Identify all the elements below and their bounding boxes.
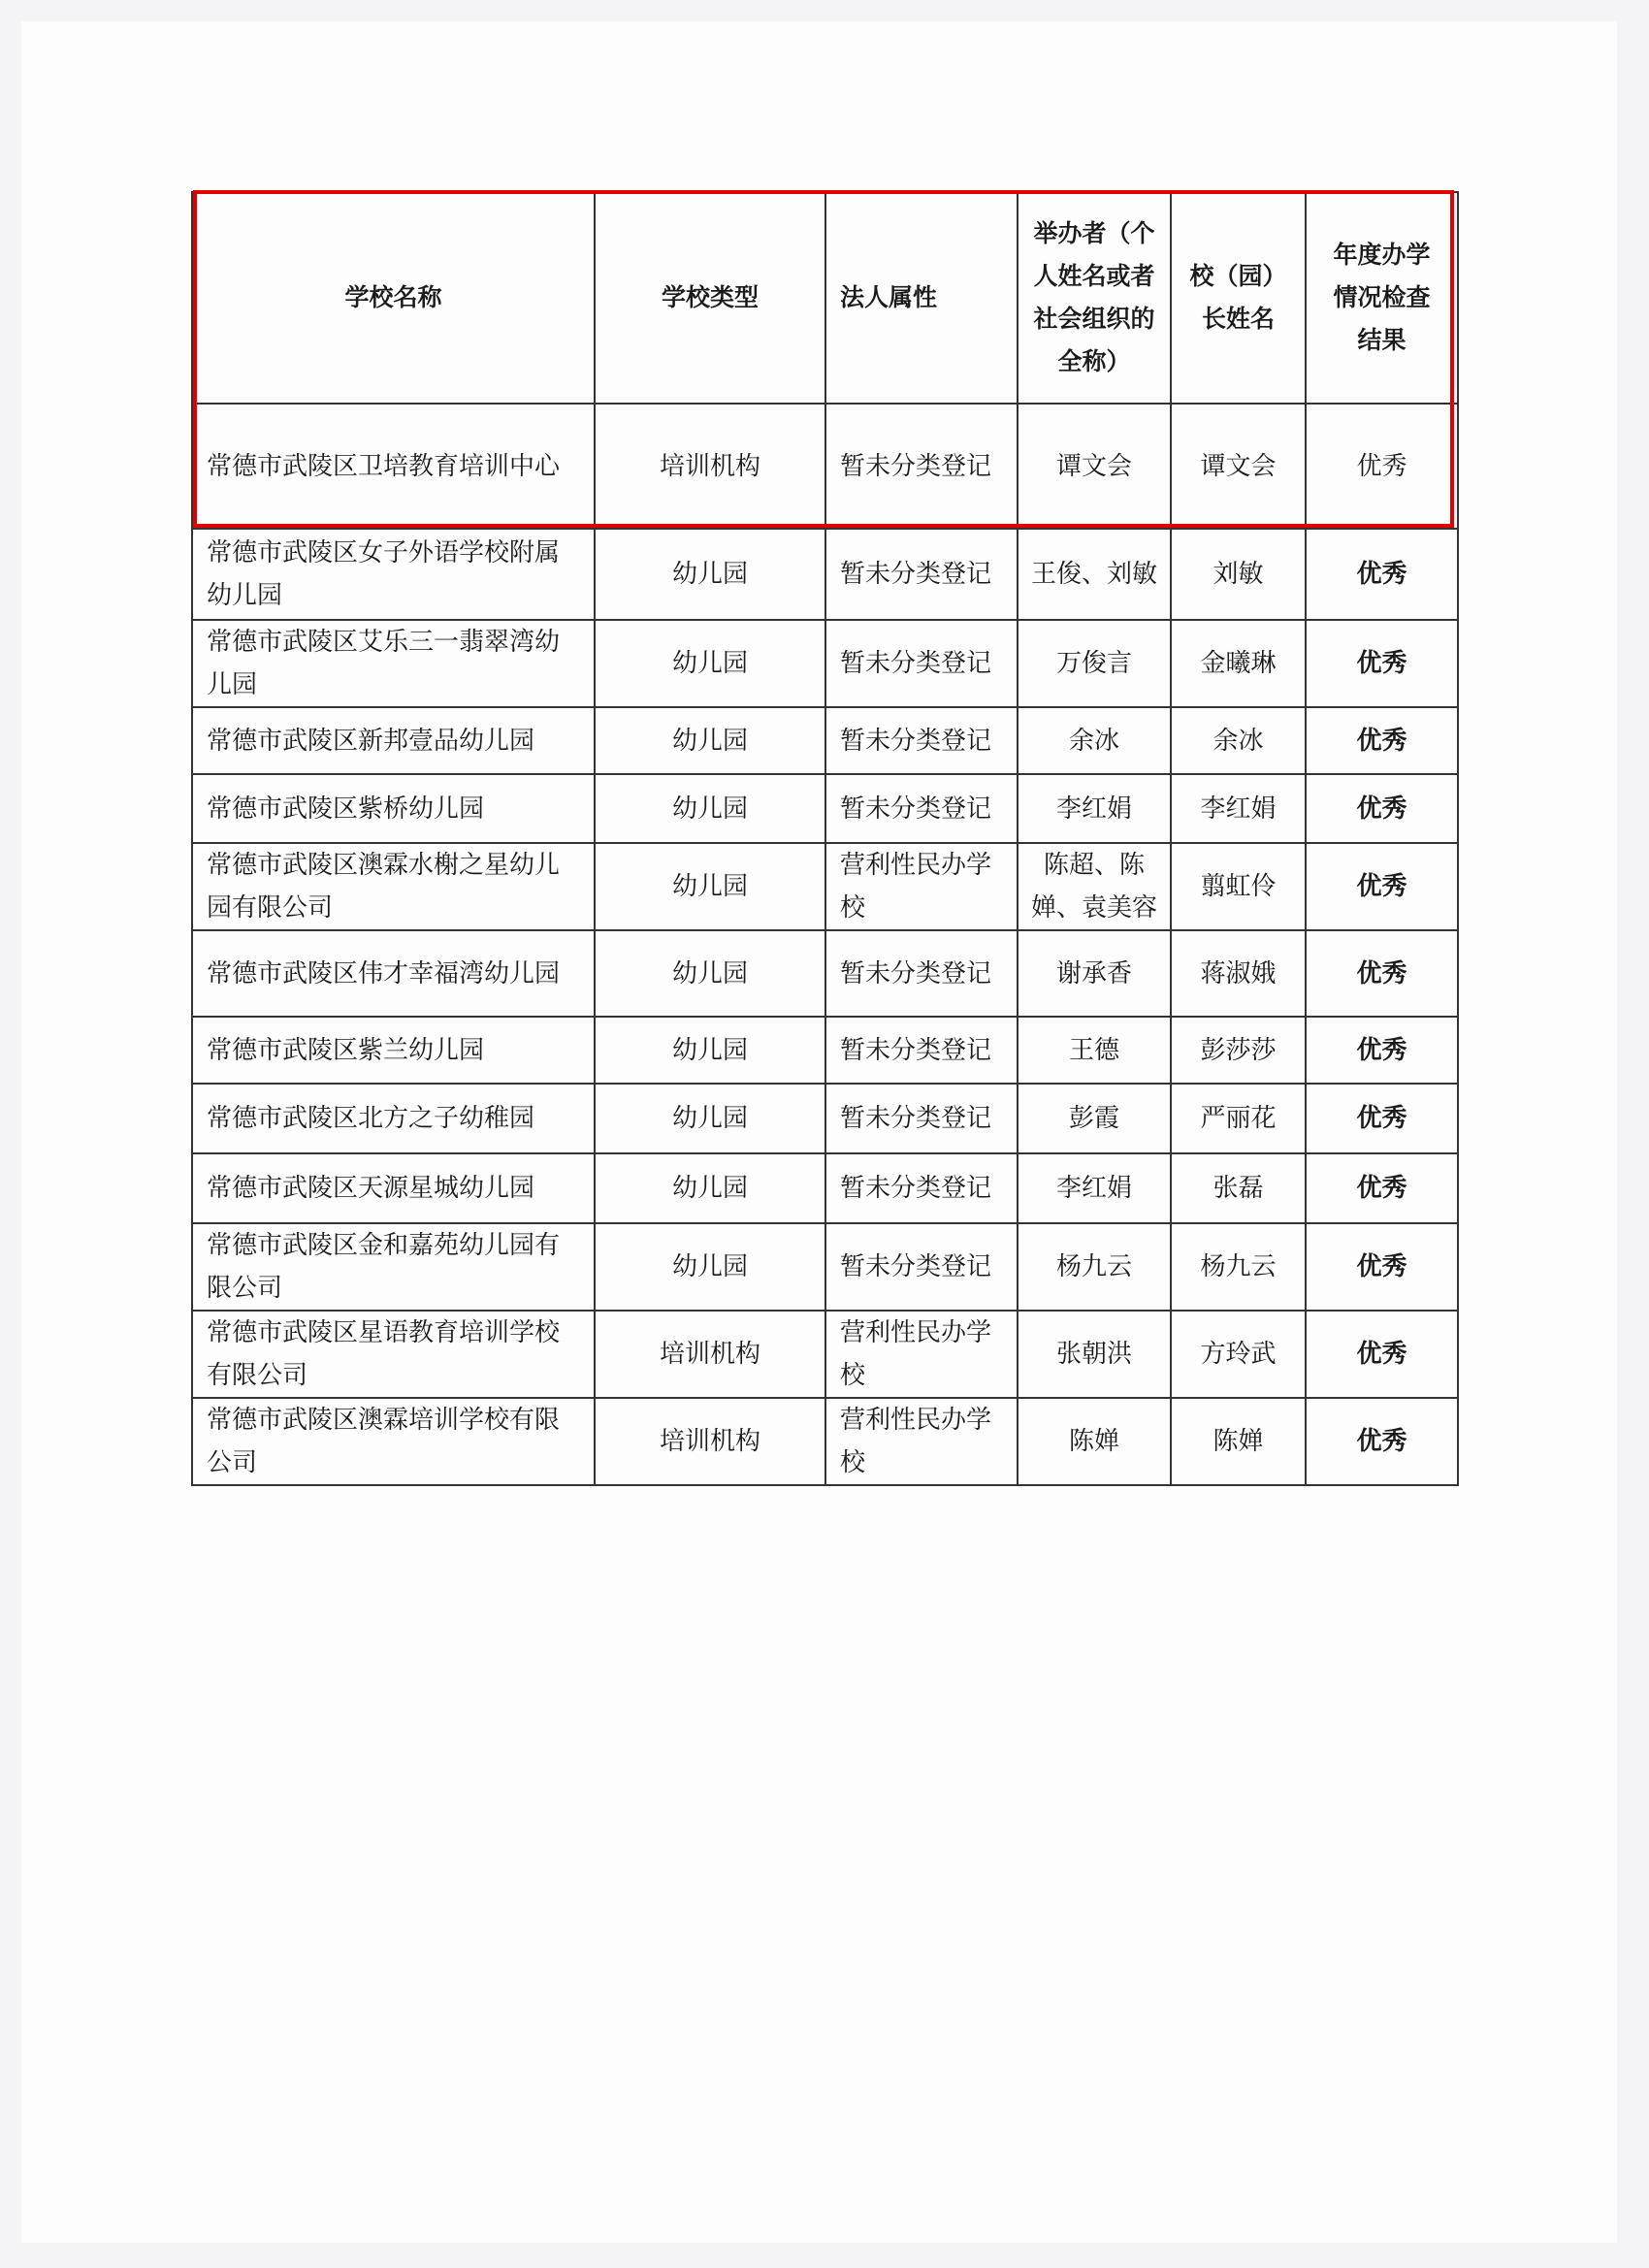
- school-name-cell: 常德市武陵区澳霖培训学校有限公司: [192, 1398, 595, 1485]
- principal-cell: 李红娟: [1171, 774, 1306, 843]
- inspection-result-cell: 优秀: [1306, 1223, 1458, 1311]
- table-row: [192, 620, 1458, 707]
- legal-attribute-cell: 暂未分类登记: [825, 529, 1018, 620]
- school-name-cell: 常德市武陵区伟才幸福湾幼儿园: [192, 930, 595, 1017]
- school-type-cell: 幼儿园: [595, 1084, 825, 1153]
- table-row: [192, 529, 1458, 620]
- inspection-result-cell: 优秀: [1306, 1084, 1458, 1153]
- sponsor-cell: 彭霞: [1018, 1084, 1171, 1153]
- table-row: [192, 930, 1458, 1017]
- principal-cell: 翦虹伶: [1171, 843, 1306, 930]
- principal-cell: 张磊: [1171, 1153, 1306, 1223]
- table-row: [192, 774, 1458, 843]
- inspection-result-cell: 优秀: [1306, 930, 1458, 1017]
- school-type-cell: 幼儿园: [595, 529, 825, 620]
- header-school-type: 学校类型: [595, 192, 825, 404]
- inspection-result-cell: 优秀: [1306, 843, 1458, 930]
- header-inspection-result: 年度办学情况检查结果: [1306, 192, 1458, 404]
- header-sponsor: 举办者（个人姓名或者社会组织的全称）: [1018, 192, 1171, 404]
- sponsor-cell: 王俊、刘敏: [1018, 529, 1171, 620]
- sponsor-cell: 余冰: [1018, 707, 1171, 774]
- principal-cell: 谭文会: [1171, 404, 1306, 529]
- table-row: [192, 843, 1458, 930]
- school-name-cell: 常德市武陵区星语教育培训学校有限公司: [192, 1311, 595, 1398]
- principal-cell: 余冰: [1171, 707, 1306, 774]
- header-principal: 校（园）长姓名: [1171, 192, 1306, 404]
- sponsor-cell: 李红娟: [1018, 774, 1171, 843]
- principal-cell: 严丽花: [1171, 1084, 1306, 1153]
- table-row: [192, 1084, 1458, 1153]
- sponsor-cell: 谭文会: [1018, 404, 1171, 529]
- school-type-cell: 幼儿园: [595, 774, 825, 843]
- principal-cell: 刘敏: [1171, 529, 1306, 620]
- school-name-cell: 常德市武陵区紫兰幼儿园: [192, 1017, 595, 1084]
- inspection-result-cell: 优秀: [1306, 774, 1458, 843]
- principal-cell: 金曦琳: [1171, 620, 1306, 707]
- legal-attribute-cell: 暂未分类登记: [825, 1017, 1018, 1084]
- school-type-cell: 培训机构: [595, 1311, 825, 1398]
- school-name-cell: 常德市武陵区金和嘉苑幼儿园有限公司: [192, 1223, 595, 1311]
- table-row: [192, 404, 1458, 529]
- school-name-cell: 常德市武陵区新邦壹品幼儿园: [192, 707, 595, 774]
- sponsor-cell: 谢承香: [1018, 930, 1171, 1017]
- school-name-cell: 常德市武陵区艾乐三一翡翠湾幼儿园: [192, 620, 595, 707]
- school-type-cell: 幼儿园: [595, 1223, 825, 1311]
- school-type-cell: 幼儿园: [595, 930, 825, 1017]
- school-type-cell: 幼儿园: [595, 843, 825, 930]
- sponsor-cell: 李红娟: [1018, 1153, 1171, 1223]
- inspection-result-cell: 优秀: [1306, 1311, 1458, 1398]
- inspection-result-cell: 优秀: [1306, 707, 1458, 774]
- table-row: [192, 1017, 1458, 1084]
- header-school-name: 学校名称: [192, 192, 595, 404]
- sponsor-cell: 陈超、陈婵、袁美容: [1018, 843, 1171, 930]
- principal-cell: 陈婵: [1171, 1398, 1306, 1485]
- school-name-cell: 常德市武陵区卫培教育培训中心: [192, 404, 595, 529]
- table-row: [192, 1223, 1458, 1311]
- table-row: [192, 707, 1458, 774]
- legal-attribute-cell: 暂未分类登记: [825, 1153, 1018, 1223]
- legal-attribute-cell: 暂未分类登记: [825, 620, 1018, 707]
- school-type-cell: 培训机构: [595, 404, 825, 529]
- principal-cell: 蒋淑娥: [1171, 930, 1306, 1017]
- principal-cell: 彭莎莎: [1171, 1017, 1306, 1084]
- inspection-result-cell: 优秀: [1306, 1398, 1458, 1485]
- table-row: [192, 1311, 1458, 1398]
- legal-attribute-cell: 营利性民办学校: [825, 843, 1018, 930]
- sponsor-cell: 王德: [1018, 1017, 1171, 1084]
- school-name-cell: 常德市武陵区澳霖水榭之星幼儿园有限公司: [192, 843, 595, 930]
- legal-attribute-cell: 暂未分类登记: [825, 1084, 1018, 1153]
- school-type-cell: 幼儿园: [595, 707, 825, 774]
- school-name-cell: 常德市武陵区天源星城幼儿园: [192, 1153, 595, 1223]
- header-legal-attribute: 法人属性: [825, 192, 1018, 404]
- sponsor-cell: 万俊言: [1018, 620, 1171, 707]
- table-row: [192, 1153, 1458, 1223]
- legal-attribute-cell: 暂未分类登记: [825, 1223, 1018, 1311]
- principal-cell: 方玲武: [1171, 1311, 1306, 1398]
- legal-attribute-cell: 营利性民办学校: [825, 1398, 1018, 1485]
- legal-attribute-cell: 暂未分类登记: [825, 404, 1018, 529]
- inspection-result-cell: 优秀: [1306, 620, 1458, 707]
- sponsor-cell: 杨九云: [1018, 1223, 1171, 1311]
- legal-attribute-cell: 暂未分类登记: [825, 774, 1018, 843]
- principal-cell: 杨九云: [1171, 1223, 1306, 1311]
- school-name-cell: 常德市武陵区北方之子幼稚园: [192, 1084, 595, 1153]
- sponsor-cell: 张朝洪: [1018, 1311, 1171, 1398]
- inspection-result-cell: 优秀: [1306, 1153, 1458, 1223]
- school-type-cell: 幼儿园: [595, 620, 825, 707]
- legal-attribute-cell: 暂未分类登记: [825, 930, 1018, 1017]
- inspection-result-cell: 优秀: [1306, 404, 1458, 529]
- legal-attribute-cell: 暂未分类登记: [825, 707, 1018, 774]
- school-type-cell: 幼儿园: [595, 1153, 825, 1223]
- legal-attribute-cell: 营利性民办学校: [825, 1311, 1018, 1398]
- school-type-cell: 培训机构: [595, 1398, 825, 1485]
- school-name-cell: 常德市武陵区紫桥幼儿园: [192, 774, 595, 843]
- inspection-result-cell: 优秀: [1306, 529, 1458, 620]
- inspection-result-cell: 优秀: [1306, 1017, 1458, 1084]
- table-header-row: [192, 192, 1458, 404]
- school-name-cell: 常德市武陵区女子外语学校附属幼儿园: [192, 529, 595, 620]
- school-type-cell: 幼儿园: [595, 1017, 825, 1084]
- table-row: [192, 1398, 1458, 1485]
- sponsor-cell: 陈婵: [1018, 1398, 1171, 1485]
- school-inspection-table: [191, 191, 1459, 1486]
